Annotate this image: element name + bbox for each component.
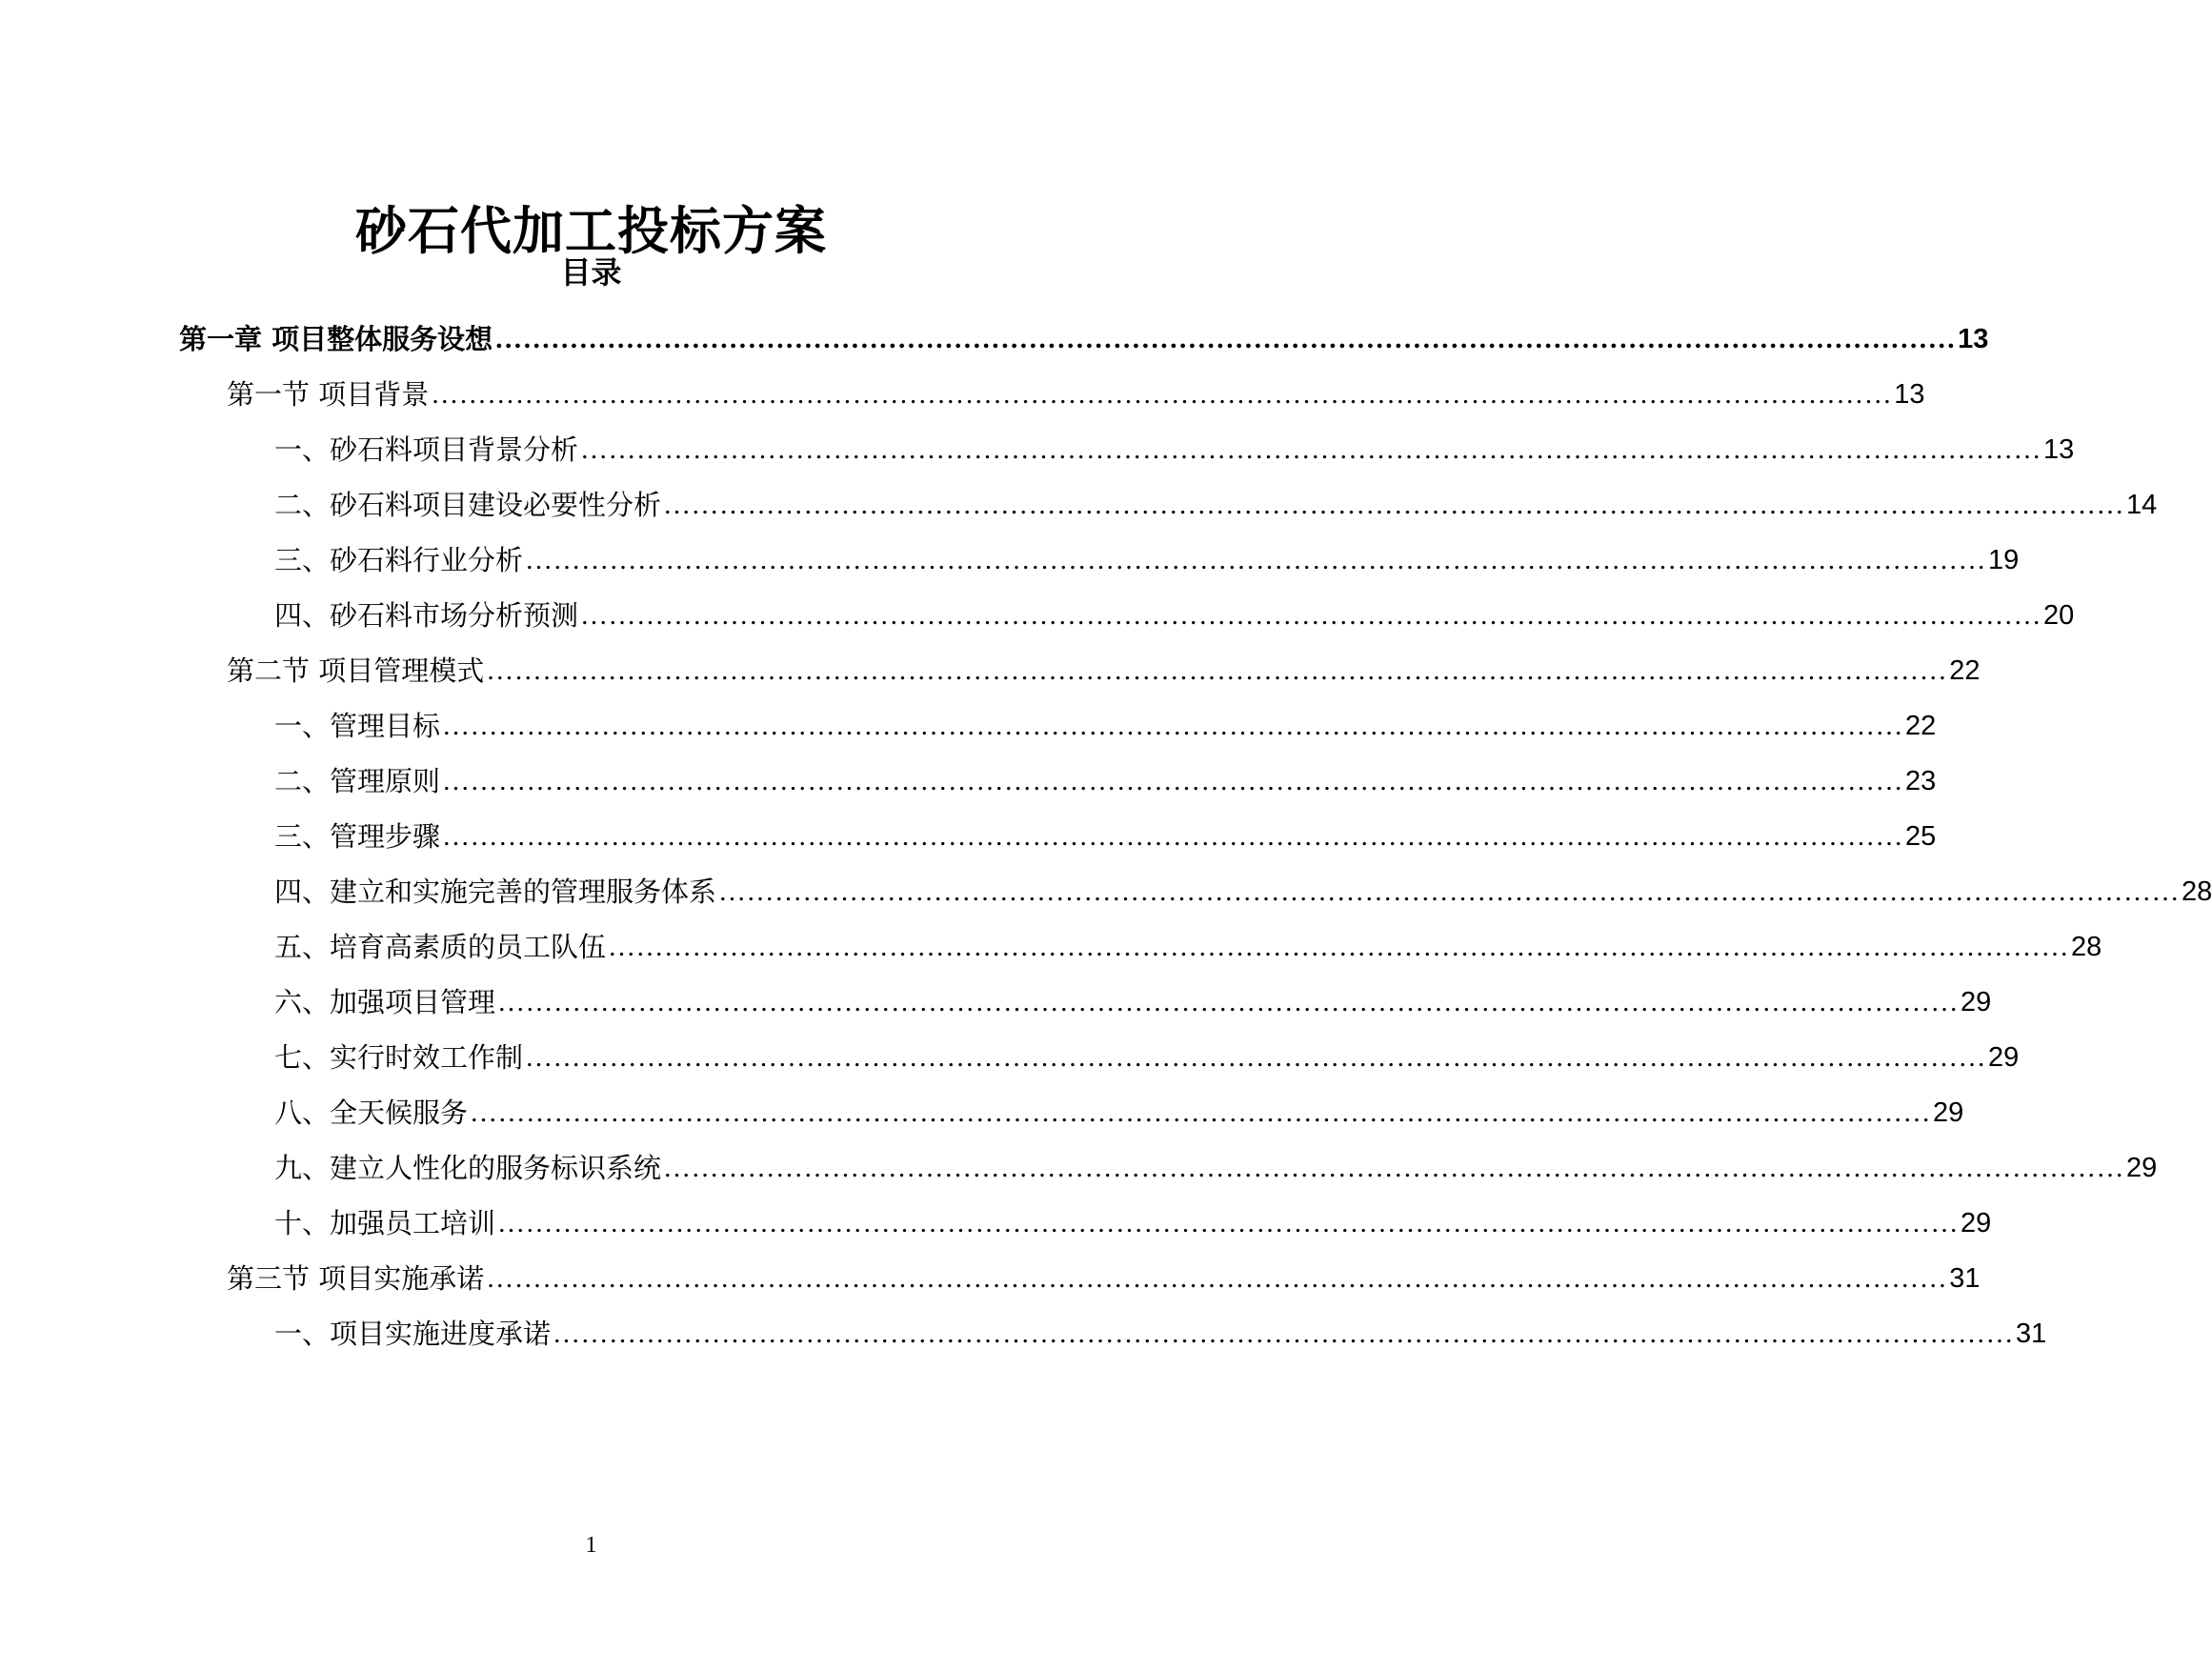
toc-entry-page: 28 (2182, 876, 2212, 907)
toc-entry-page: 19 (1988, 545, 2020, 575)
toc-entry[interactable] (274, 476, 2158, 524)
toc-entry[interactable] (274, 1029, 2020, 1077)
document-title: 砂石代加工投标方案 (355, 201, 827, 262)
toc-entry-label: 二、管理原则 (274, 765, 441, 797)
toc-entry-label: 一、项目实施进度承诺 (274, 1318, 552, 1350)
toc-entry-label: 第一章 项目整体服务设想 (179, 323, 493, 355)
toc-entry-page: 13 (2043, 434, 2075, 465)
toc-entry-page: 29 (1933, 1097, 1964, 1128)
toc-entry[interactable] (274, 753, 1937, 800)
toc-entry[interactable] (274, 974, 1992, 1021)
toc-entry-page: 23 (1905, 766, 1937, 796)
toc-entry-page: 25 (1905, 821, 1937, 852)
toc-entry-page: 14 (2126, 490, 2158, 520)
toc-entry[interactable] (227, 1250, 1981, 1298)
toc-dot-leader: ………………………………………………………………………………………………………………………………………… (525, 1042, 1987, 1073)
toc-dot-leader: ………………………………………………………………………………………………………………………………………… (442, 821, 1904, 852)
toc-entry[interactable] (274, 697, 1937, 745)
toc-entry-label: 第三节 项目实施承诺 (227, 1262, 485, 1295)
toc-dot-leader: ………………………………………………………………………………………………………………………………………… (442, 766, 1904, 796)
toc-entry-page: 29 (1988, 1042, 2020, 1073)
toc-entry-label: 第二节 项目管理模式 (227, 654, 485, 687)
toc-entry-page: 29 (2126, 1153, 2158, 1183)
toc-entry-page: 22 (1905, 711, 1937, 741)
toc-entry[interactable] (227, 366, 1925, 413)
page-number: 1 (585, 1533, 597, 1558)
toc-entry-label: 二、砂石料项目建设必要性分析 (274, 489, 662, 521)
toc-entry[interactable] (274, 421, 2075, 469)
toc-entry-label: 四、建立和实施完善的管理服务体系 (274, 876, 717, 908)
toc-dot-leader: ………………………………………………………………………………………………………………………………………… (608, 932, 2070, 962)
toc-entry-label: 四、砂石料市场分析预测 (274, 599, 579, 632)
toc-entry-page: 31 (1949, 1263, 1981, 1294)
toc-entry[interactable] (274, 863, 2212, 911)
toc-dot-leader: ………………………………………………………………………………………………………………………………………… (486, 655, 1948, 686)
toc-entry-label: 六、加强项目管理 (274, 986, 496, 1018)
toc-entry[interactable] (274, 1305, 2047, 1353)
toc-entry-page: 22 (1949, 655, 1981, 686)
toc-entry-label: 五、培育高素质的员工队伍 (274, 931, 607, 963)
toc-entry-label: 七、实行时效工作制 (274, 1041, 524, 1074)
toc-entry-page: 31 (2016, 1319, 2047, 1349)
toc-dot-leader: ………………………………………………………………………………………………………………………………………… (497, 1208, 1960, 1238)
toc-dot-leader: ………………………………………………………………………………………………………………………………………… (431, 379, 1893, 410)
toc-entry[interactable] (274, 918, 2102, 966)
toc-entry-label: 十、加强员工培训 (274, 1207, 496, 1239)
toc-entry-label: 第一节 项目背景 (227, 378, 430, 411)
toc-entry[interactable] (274, 587, 2075, 634)
toc-entry-page: 28 (2071, 932, 2102, 962)
toc-entry-label: 一、砂石料项目背景分析 (274, 433, 579, 466)
toc-entry-label: 一、管理目标 (274, 710, 441, 742)
toc-dot-leader: ………………………………………………………………………………………………………………………………………… (486, 1263, 1948, 1294)
toc-entry[interactable] (274, 532, 2020, 579)
toc-dot-leader: ………………………………………………………………………………………………………………………………………… (580, 434, 2042, 465)
toc-entry-page: 29 (1961, 987, 1992, 1017)
toc-entry[interactable] (274, 1084, 1964, 1132)
toc-entry-label: 九、建立人性化的服务标识系统 (274, 1152, 662, 1184)
toc-entry[interactable] (227, 642, 1981, 690)
toc-entry-page: 13 (1894, 379, 1925, 410)
toc-entry[interactable] (274, 808, 1937, 856)
toc-entry-label: 八、全天候服务 (274, 1097, 469, 1129)
toc-dot-leader: ………………………………………………………………………………………………………………………………………… (525, 545, 1987, 575)
toc-heading: 目录 (560, 254, 622, 291)
toc-entry-page: 13 (1958, 324, 1989, 354)
toc-entry-page: 29 (1961, 1208, 1992, 1238)
toc-dot-leader: ………………………………………………………………………………………………………………………………………… (580, 600, 2042, 631)
toc-dot-leader: ………………………………………………………………………………………………………………………………………… (663, 490, 2125, 520)
toc-dot-leader: ………………………………………………………………………………………………………………………………………… (442, 711, 1904, 741)
toc-entry[interactable] (274, 1195, 1992, 1242)
toc-dot-leader: ………………………………………………………………………………………………………………………………………… (494, 324, 1957, 354)
toc-entry[interactable] (179, 311, 1989, 358)
toc-dot-leader: ………………………………………………………………………………………………………………………………………… (470, 1097, 1932, 1128)
toc-entry[interactable] (274, 1139, 2158, 1187)
toc-dot-leader: ………………………………………………………………………………………………………………………………………… (553, 1319, 2015, 1349)
toc-entry-label: 三、管理步骤 (274, 820, 441, 853)
toc-dot-leader: ………………………………………………………………………………………………………………………………………… (663, 1153, 2125, 1183)
toc-dot-leader: ………………………………………………………………………………………………………………………………………… (718, 876, 2181, 907)
toc-entry-page: 20 (2043, 600, 2075, 631)
toc-dot-leader: ………………………………………………………………………………………………………………………………………… (497, 987, 1960, 1017)
toc-entry-label: 三、砂石料行业分析 (274, 544, 524, 576)
